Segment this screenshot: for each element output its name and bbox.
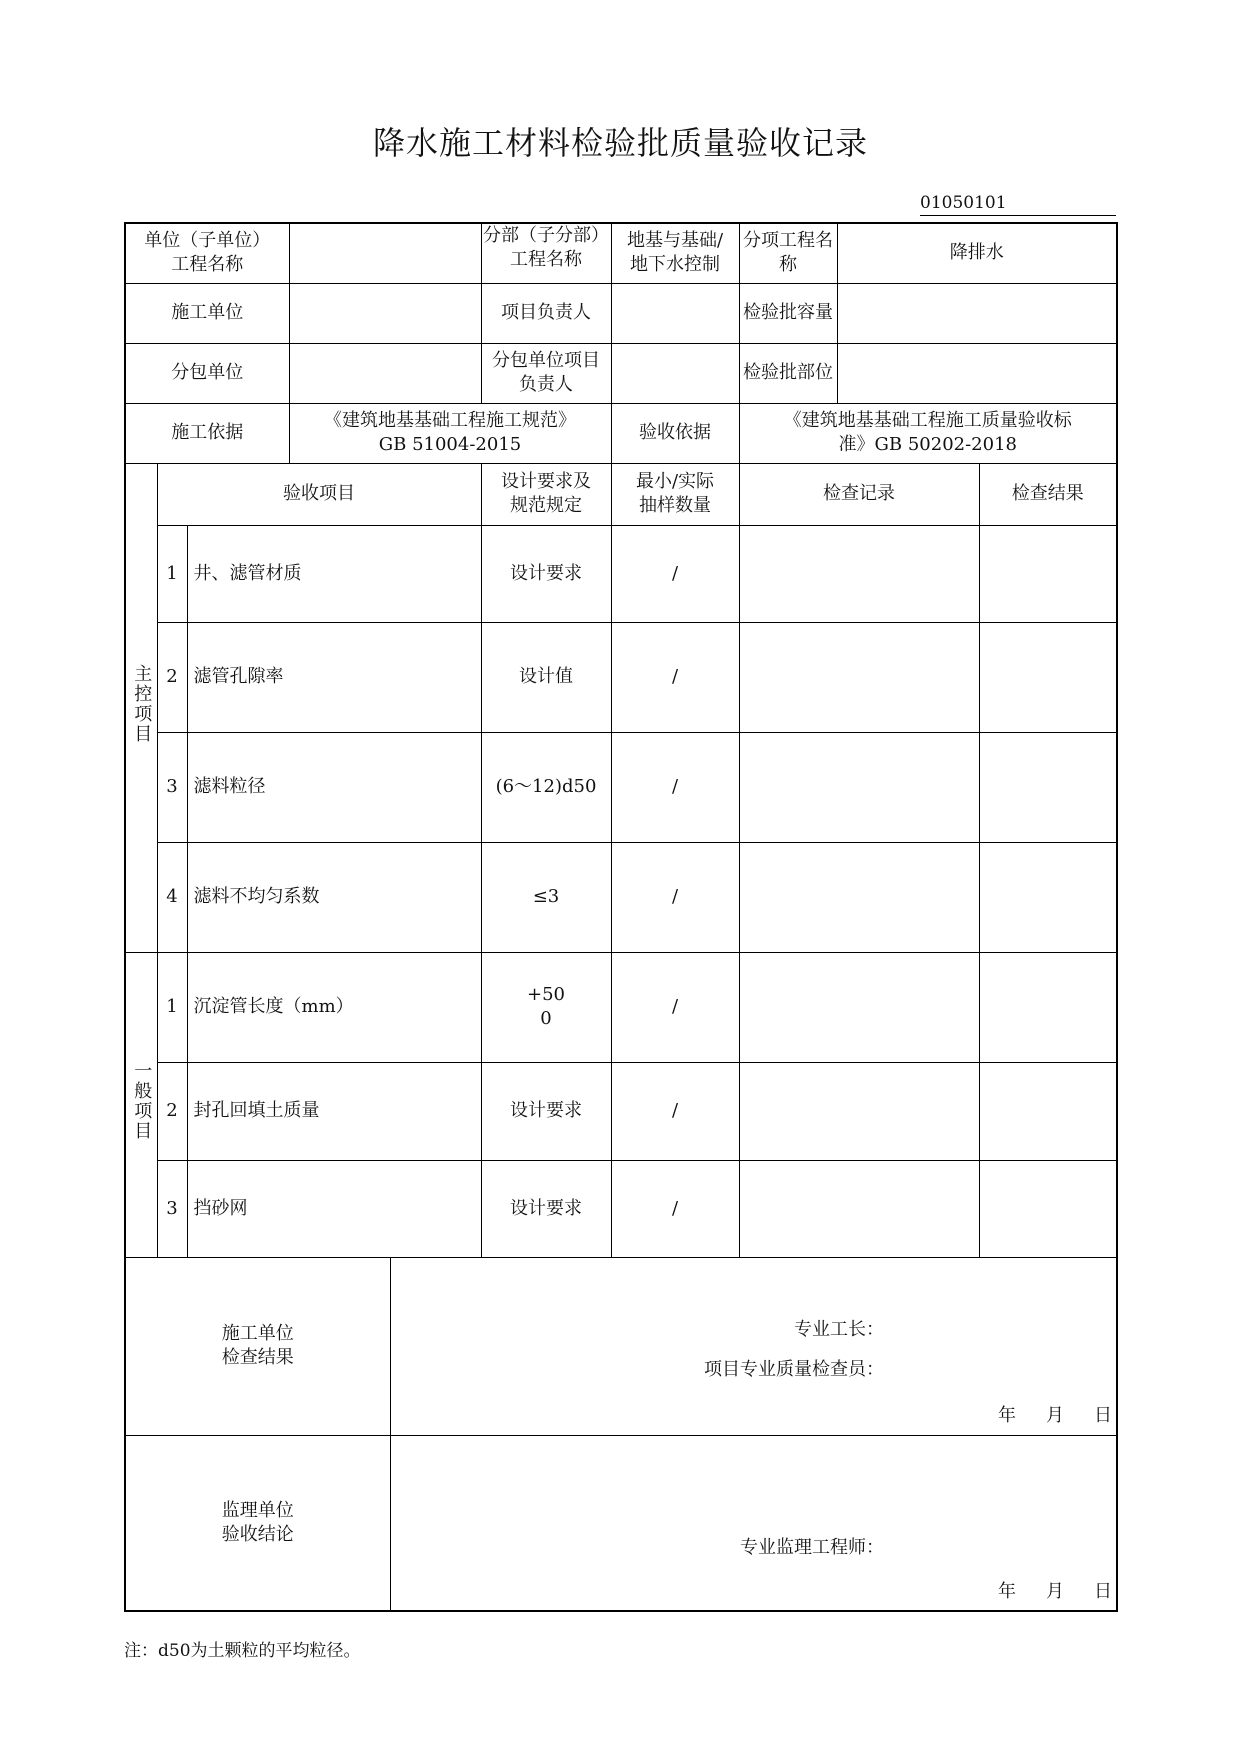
table-row [125, 842, 1117, 952]
row-no: 3 [157, 732, 187, 842]
header-row-subcontractor [125, 343, 1117, 403]
acceptance-basis-label: 验收依据 [611, 403, 739, 463]
row-item: 沉淀管长度（mm） [187, 952, 481, 1062]
table-row [125, 622, 1117, 732]
row-item: 滤料不均匀系数 [187, 842, 481, 952]
subcontractor-label: 分包单位 [125, 343, 289, 403]
construction-check-area[interactable] [390, 1257, 1117, 1435]
location-label: 检验批部位 [739, 343, 837, 403]
page-title: 降水施工材料检验批质量验收记录 [372, 124, 868, 162]
row-record[interactable] [739, 622, 979, 732]
basis-label: 施工依据 [125, 403, 289, 463]
row-record[interactable] [739, 732, 979, 842]
row-design: 设计要求 [481, 1062, 611, 1160]
row-no: 4 [157, 842, 187, 952]
supervision-area[interactable] [390, 1435, 1117, 1611]
row-result[interactable] [979, 952, 1117, 1062]
row-design: 设计要求 [481, 1160, 611, 1257]
row-design: (6～12)d50 [481, 732, 611, 842]
table-row [125, 732, 1117, 842]
acceptance-basis-value: 《建筑地基基础工程施工质量验收标 准》GB 50202-2018 [739, 403, 1117, 463]
division-value: 地基与基础/ 地下水控制 [611, 223, 739, 283]
row-design: +50 0 [481, 952, 611, 1062]
row-design: 设计要求 [481, 525, 611, 622]
row-record[interactable] [739, 1062, 979, 1160]
row-sample: / [611, 842, 739, 952]
supervision-date [968, 1580, 1112, 1604]
main-group-label-text: 主控项目 [131, 664, 153, 744]
supervision-label: 监理单位 验收结论 [125, 1435, 390, 1611]
division-label: 分部（子分部） 工程名称 [481, 223, 611, 283]
table-row [125, 525, 1117, 622]
header-row-contractor [125, 283, 1117, 343]
column-header-row [125, 463, 1117, 525]
subcontractor-value[interactable] [289, 343, 481, 403]
row-result[interactable] [979, 525, 1117, 622]
col-design: 设计要求及 规范规定 [481, 463, 611, 525]
subitem-value: 降排水 [837, 223, 1117, 283]
row-no: 1 [157, 525, 187, 622]
table-row [125, 952, 1117, 1062]
date-year: 年 [998, 1404, 1017, 1426]
col-item: 验收项目 [157, 463, 481, 525]
row-no: 3 [157, 1160, 187, 1257]
col-sample: 最小/实际 抽样数量 [611, 463, 739, 525]
row-record[interactable] [739, 1160, 979, 1257]
engineer-label: 专业监理工程师： [740, 1536, 885, 1558]
row-sample: / [611, 732, 739, 842]
row-sample: / [611, 952, 739, 1062]
row-result[interactable] [979, 732, 1117, 842]
location-value[interactable] [837, 343, 1117, 403]
unit-value[interactable] [289, 223, 481, 283]
basis-value: 《建筑地基基础工程施工规范》 GB 51004-2015 [289, 403, 611, 463]
subitem-label: 分项工程名称 [739, 223, 837, 283]
construction-date [968, 1404, 1112, 1428]
row-sample: / [611, 525, 739, 622]
general-group-label [125, 952, 157, 1257]
form-code [920, 193, 1116, 216]
pm-value[interactable] [611, 283, 739, 343]
row-result[interactable] [979, 622, 1117, 732]
acceptance-record-table [124, 222, 1118, 1612]
row-no: 1 [157, 952, 187, 1062]
row-item: 封孔回填土质量 [187, 1062, 481, 1160]
row-record[interactable] [739, 842, 979, 952]
row-sample: / [611, 622, 739, 732]
header-row-unit [125, 223, 1117, 283]
table-row [125, 1160, 1117, 1257]
foreman-label: 专业工长： [794, 1318, 885, 1340]
row-item: 挡砂网 [187, 1160, 481, 1257]
table-row [125, 1062, 1117, 1160]
row-design: ≤3 [481, 842, 611, 952]
row-result[interactable] [979, 842, 1117, 952]
row-result[interactable] [979, 1062, 1117, 1160]
date-day: 日 [1094, 1580, 1113, 1602]
date-year: 年 [998, 1580, 1017, 1602]
capacity-value[interactable] [837, 283, 1117, 343]
row-item: 滤管孔隙率 [187, 622, 481, 732]
contractor-label: 施工单位 [125, 283, 289, 343]
row-result[interactable] [979, 1160, 1117, 1257]
date-month: 月 [1046, 1404, 1065, 1426]
date-day: 日 [1094, 1404, 1113, 1426]
row-no: 2 [157, 622, 187, 732]
row-item: 滤料粒径 [187, 732, 481, 842]
row-design: 设计值 [481, 622, 611, 732]
footnote: 注：d50为土颗粒的平均粒径。 [124, 1641, 361, 1661]
row-record[interactable] [739, 525, 979, 622]
unit-label: 单位（子单位） 工程名称 [125, 223, 289, 283]
col-result: 检查结果 [979, 463, 1117, 525]
contractor-value[interactable] [289, 283, 481, 343]
form-code-text: 01050101 [920, 193, 1007, 213]
row-sample: / [611, 1160, 739, 1257]
row-item: 井、滤管材质 [187, 525, 481, 622]
construction-check-row [125, 1257, 1117, 1435]
supervision-row [125, 1435, 1117, 1611]
row-record[interactable] [739, 952, 979, 1062]
header-row-basis [125, 403, 1117, 463]
col-record: 检查记录 [739, 463, 979, 525]
sub-pm-value[interactable] [611, 343, 739, 403]
pm-label: 项目负责人 [481, 283, 611, 343]
row-sample: / [611, 1062, 739, 1160]
sub-pm-label: 分包单位项目 负责人 [481, 343, 611, 403]
inspector-label: 项目专业质量检查员： [704, 1358, 885, 1380]
row-no: 2 [157, 1062, 187, 1160]
capacity-label: 检验批容量 [739, 283, 837, 343]
date-month: 月 [1046, 1580, 1065, 1602]
general-group-label-text: 一般项目 [131, 1061, 153, 1141]
construction-check-label: 施工单位 检查结果 [125, 1257, 390, 1435]
main-group-label [125, 463, 157, 952]
